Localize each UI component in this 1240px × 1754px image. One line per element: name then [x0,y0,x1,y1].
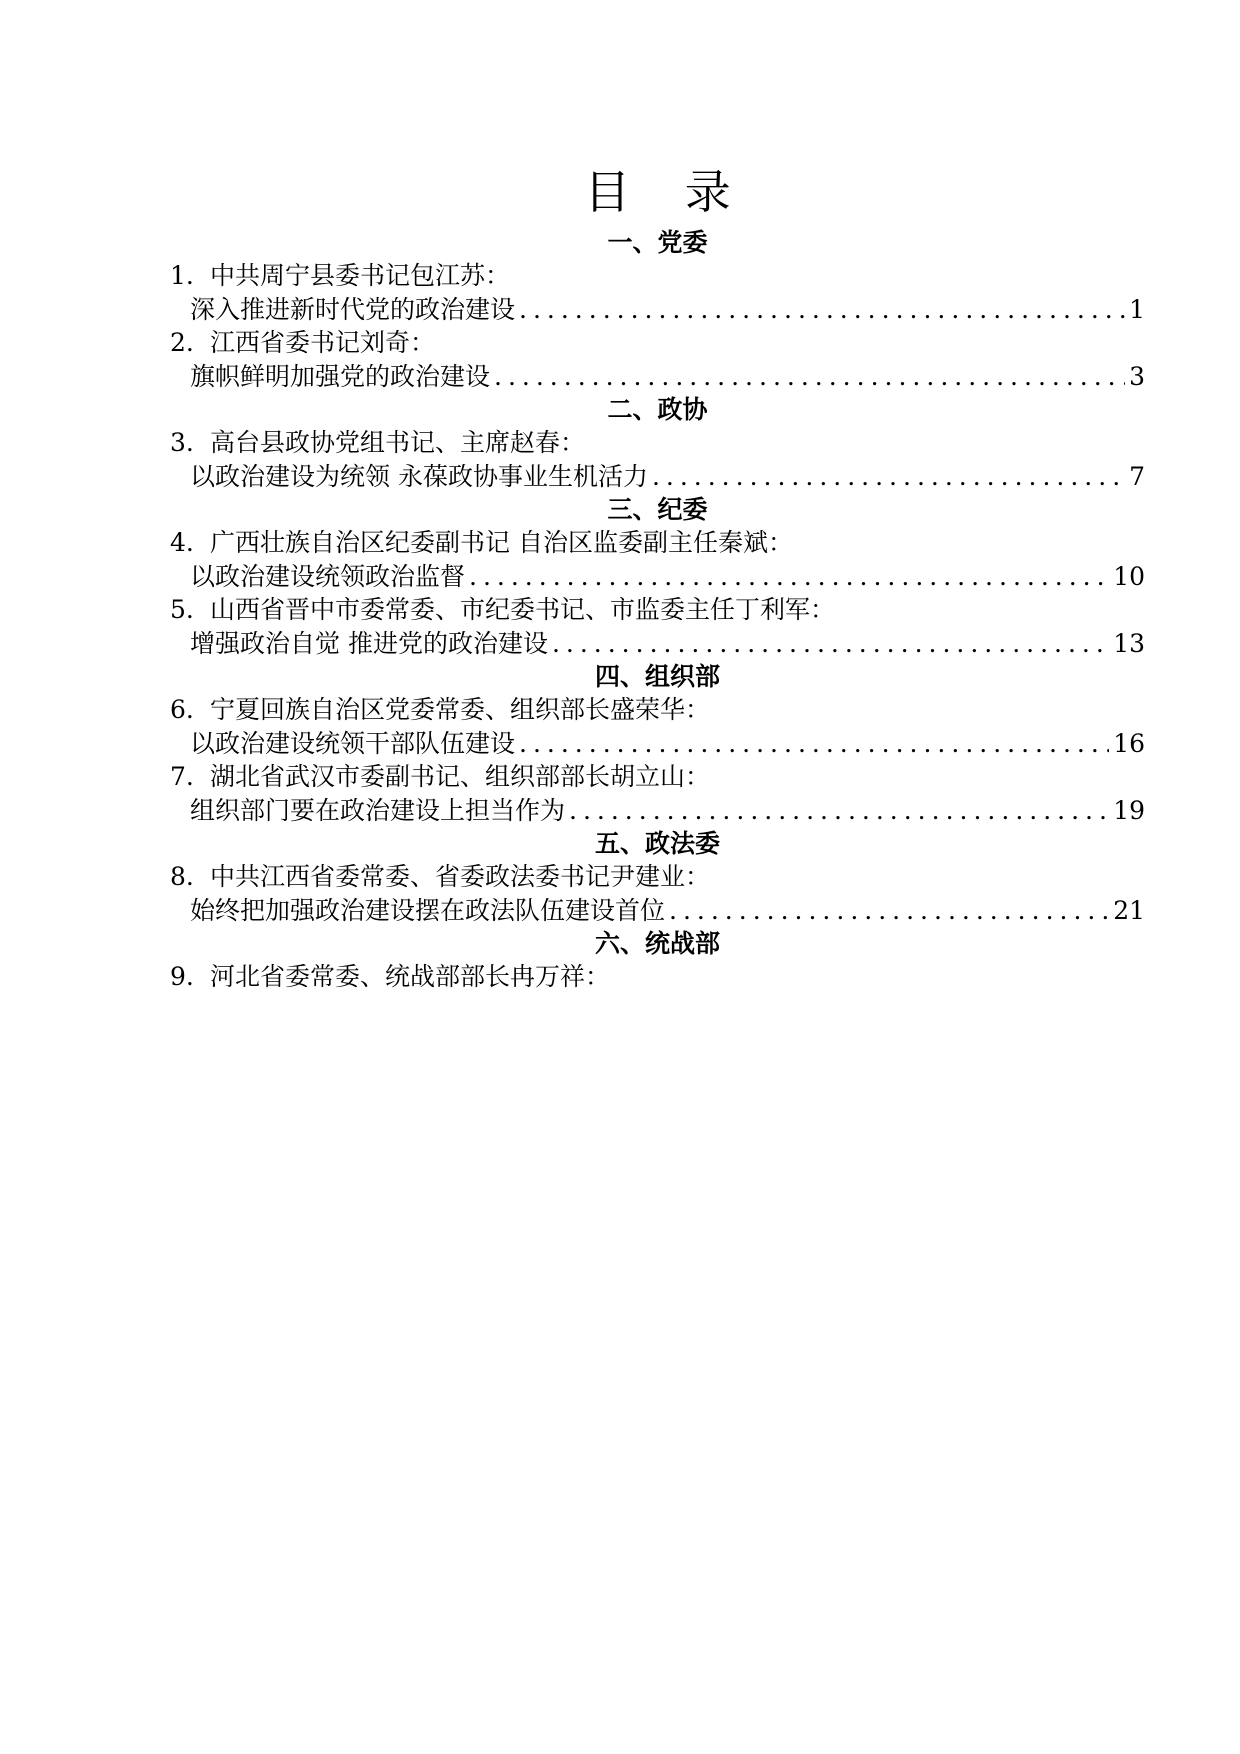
page-number: 7 [1129,462,1145,491]
toc-entry-author [170,693,1145,727]
entry-number: 9. [170,962,194,991]
section-heading: 二、政协 [607,395,708,424]
toc-entry-title-line[interactable] [170,460,1145,493]
page-number: 21 [1113,896,1145,925]
entry-author: 广西壮族自治区纪委副书记 自治区监委副主任秦斌： [210,528,793,557]
dot-leader [652,460,1125,493]
entry-title: 以政治建设统领政治监督 [190,562,466,591]
dot-leader [519,293,1125,326]
entry-number: 5. [170,595,194,624]
entry-number: 4. [170,528,194,557]
page-number: 19 [1113,796,1145,825]
entry-title: 以政治建设统领干部队伍建设 [190,729,516,758]
toc-entry-author [170,760,1145,794]
entry-number: 8. [170,862,194,891]
entry-author: 湖北省武汉市委副书记、组织部部长胡立山： [210,762,711,791]
entry-number: 3. [170,428,194,457]
section-heading: 一、党委 [607,228,708,257]
entry-author: 高台县政协党组书记、主席赵春： [210,428,586,457]
dot-leader [469,560,1109,593]
toc-entry-title-line[interactable] [170,894,1145,927]
dot-leader [552,627,1109,660]
page-number: 3 [1129,362,1145,391]
entry-title: 始终把加强政治建设摆在政法队伍建设首位 [190,896,666,925]
entry-title: 深入推进新时代党的政治建设 [190,295,516,324]
page-number: 13 [1113,629,1145,658]
entry-title: 组织部门要在政治建设上担当作为 [190,796,566,825]
toc-entry-author [170,526,1145,560]
toc-entry-title-line[interactable] [170,727,1145,760]
entry-author: 江西省委书记刘奇： [210,328,436,357]
toc-entry-author [170,860,1145,894]
toc-entry-title-line[interactable] [170,794,1145,827]
toc-entry-title-line[interactable] [170,360,1145,393]
toc-entry-title-line[interactable] [170,560,1145,593]
toc-entry-author [170,259,1145,293]
entry-author: 河北省委常委、统战部部长冉万祥： [210,962,611,991]
entry-author: 中共江西省委常委、省委政法委书记尹建业： [210,862,711,891]
entry-number: 2. [170,328,194,357]
toc-entry-title-line[interactable] [170,627,1145,660]
table-of-contents [170,160,1145,994]
toc-entry-title-line[interactable] [170,293,1145,326]
section-heading: 五、政法委 [594,829,720,858]
section-heading: 三、纪委 [607,495,708,524]
section-heading: 六、统战部 [594,929,720,958]
toc-entry-author [170,593,1145,627]
toc-entry-author [170,326,1145,360]
page-number: 1 [1129,295,1145,324]
entry-title: 旗帜鲜明加强党的政治建设 [190,362,491,391]
entry-author: 中共周宁县委书记包江苏： [210,261,511,290]
entry-author: 宁夏回族自治区党委常委、组织部长盛荣华： [210,695,711,724]
entry-number: 7. [170,762,194,791]
toc-entry-author [170,960,1145,994]
entry-number: 1. [170,261,194,290]
dot-leader [519,727,1109,760]
entry-author: 山西省晋中市委常委、市纪委书记、市监委主任丁利军： [210,595,836,624]
page-number: 16 [1113,729,1145,758]
dot-leader [569,794,1109,827]
dot-leader [494,360,1125,393]
toc-title: 目 录 [584,165,751,219]
entry-title: 增强政治自觉 推进党的政治建设 [190,629,548,658]
entry-number: 6. [170,695,194,724]
entry-title: 以政治建设为统领 永葆政协事业生机活力 [190,462,648,491]
page-number: 10 [1113,562,1145,591]
dot-leader [669,894,1109,927]
section-heading: 四、组织部 [594,662,720,691]
toc-entry-author [170,426,1145,460]
